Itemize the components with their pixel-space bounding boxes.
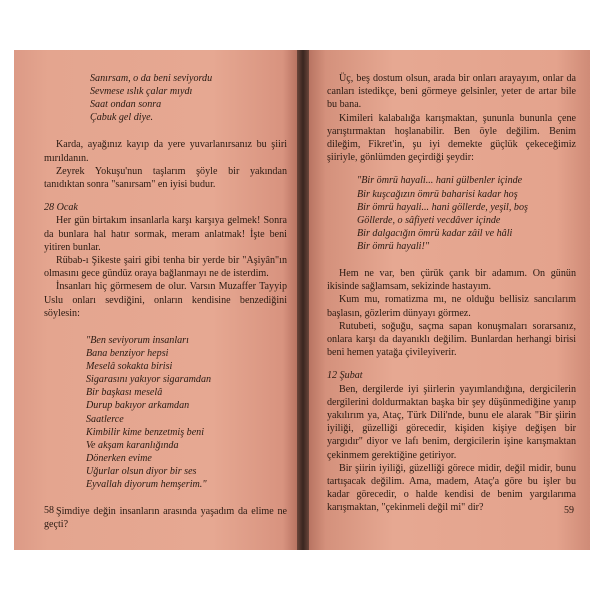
poem-line: Bana benziyor hepsi: [86, 348, 169, 360]
poem-line: Sigarasını yakıyor sigaramdan: [86, 374, 212, 386]
poem-line: Bir ömrü hayali!": [357, 240, 430, 252]
paragraph: İnsanları hiç görmesem de olur. Varsın Muzaffer Tayyip Uslu onları sevdiğini, onların kendisine benzediğini söylesin:: [44, 281, 287, 319]
poem-line: Sevmese ıslık çalar mıydı: [90, 86, 193, 98]
poem-line: Eyvallah diyorum hemşerim.": [86, 479, 207, 491]
diary-date: 28 Ocak: [44, 202, 78, 214]
paragraph: Kum mu, romatizma mı, ne olduğu bellisiz sancılarım başlasın, gözlerim dünyayı görmez.: [327, 294, 576, 319]
page-number: 59: [564, 505, 574, 516]
paragraph: Karda, ayağınız kayıp da yere yuvarlanırsanız bu şiiri mırıldanın.: [44, 139, 287, 164]
poem-line: "Bir ömrü hayali... hani gülbenler içinde: [357, 175, 523, 187]
poem-line: Uğurlar olsun diyor bir ses: [86, 465, 197, 477]
paragraph: Her gün birtakım insanlarla karşı karşıya gelmek! Sonra da bunlara hal hatır sormak, meram anlatmak! İşte beni yitiren bunlar.: [44, 215, 287, 253]
paragraph: Üç, beş dostum olsun, arada bir onları arayayım, onlar da canları istedikçe, beni görmeye gelsinler, yeter de artar bile bu bana.: [327, 73, 576, 111]
paragraph: Rutubeti, soğuğu, saçma sapan konuşmaları sorarsanız, onlara karşı da dayanıklı değilim. Bunlardan herhangi birisi beni hemen yatağa çivileyiverir.: [327, 320, 576, 359]
poem-line: Saat ondan sonra: [90, 99, 162, 111]
poem-line: "Ben seviyorum insanları: [86, 335, 189, 347]
poem-line: Çabuk gel diye.: [90, 112, 154, 124]
paragraph: Hem ne var, ben çürük çarık bir adamım. On günün ikisinde sağlamsam, sekizinde hastayım.: [327, 267, 576, 293]
paragraph: Ben, dergilerde iyi şiirlerin yayımlandığına, dergicilerin dergilerini doldurmaktan başka bir şey düşünmediğine yanıp yakılırım ya, Ataç, Türk Dili'nde, bunu ele alarak "Bir şiirin iyiliği, güzelliği görecedir, kişiden kişiye değişen bir yargıdır" diyor ve lafı benim, dergicilerin işine karışmaktan çekinmem gerektiğine getiriyor.: [327, 383, 576, 461]
left-page: [14, 50, 297, 550]
poem-fikret: [357, 174, 576, 253]
poem-line: Bir ömrü hayali... hani göllerde, yeşil, boş: [357, 201, 528, 213]
poem-middle: [86, 334, 287, 491]
poem-top: [90, 72, 287, 124]
paragraph: Rübab-ı Şikeste şairi gibi tenha bir yerde bir "Aşiyân"ın olmasını gece gündüz oraya bağlanmayı ne de isterdim.: [44, 255, 287, 280]
paragraph: Şimdiye değin insanların arasında yaşadım da elime ne geçti?: [44, 506, 287, 531]
poem-line: Durup bakıyor arkamdan: [86, 400, 190, 412]
right-page: [309, 50, 590, 550]
poem-line: Bir başkası meselâ: [86, 387, 163, 399]
poem-line: Saatlerce: [86, 413, 124, 425]
poem-line: Göllerde, o sâfiyeti vecdâver içinde: [357, 214, 501, 226]
poem-line: Meselâ sokakta birisi: [86, 361, 173, 373]
poem-line: Dönerken evime: [86, 452, 152, 464]
book-gutter: [297, 50, 309, 550]
paragraph: Bir şiirin iyiliği, güzelliği görece midir, değil midir, bunu tartışacak değilim. Ama, madem, Ataç'a göre bu işler bu kadar görecedir, o halde kendisi de benim yargılarıma karışmaktan, "çekinmeli değil mi" dir?: [327, 462, 576, 514]
poem-line: Bir dalgacığın ömrü kadar zâil ve hâli: [357, 227, 513, 239]
open-book: [14, 50, 590, 550]
paragraph: Zeyrek Yokuşu'nun taşlarım şöyle bir yakından tanıdıktan sonra "sanırsam" en iyisi budur.: [44, 165, 287, 190]
poem-line: Kimbilir kime benzetmiş beni: [86, 426, 205, 438]
poem-line: Sanırsam, o da beni seviyordu: [90, 73, 213, 84]
poem-line: Ve akşam karanlığında: [86, 439, 179, 451]
page-number: 58: [44, 505, 54, 516]
poem-line: Bir kuşcağızın ömrü baharisi kadar hoş: [357, 188, 518, 200]
diary-date: 12 Şubat: [327, 370, 363, 382]
paragraph: Kimileri kalabalığa karışmaktan, şununla bununla çene yarıştırmaktan hoşlanabilir. Ben öyle değilim. Benim dileğim, Fikret'in, şu iyi demekte güçlük çekeceğimiz şiiriyle, gönlümden geçirdiği şeydir:: [327, 112, 576, 164]
